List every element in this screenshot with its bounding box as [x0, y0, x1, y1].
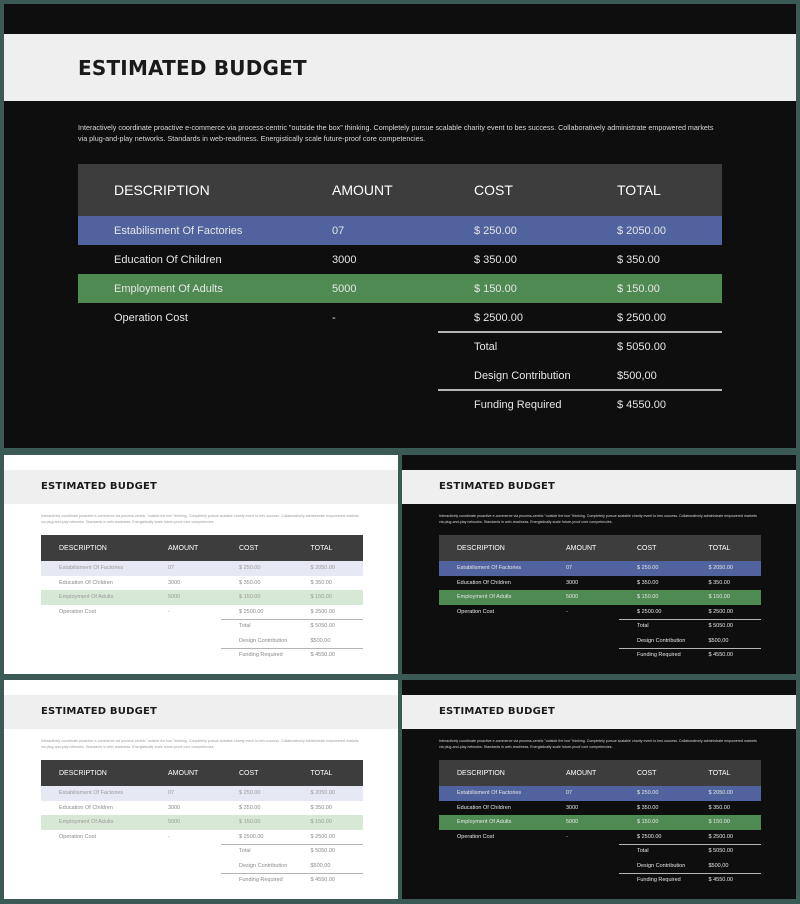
header-description: DESCRIPTION	[457, 544, 505, 552]
summary-value: $ 4550.00	[708, 877, 733, 884]
header-cost: COST	[239, 544, 259, 552]
summary-label: Funding Required	[474, 398, 562, 411]
summary-funding-required	[439, 648, 761, 663]
slide-thumb-2[interactable]	[402, 455, 796, 674]
table-row	[439, 801, 761, 816]
cell-amount: 07	[168, 790, 175, 797]
cell-total: $ 150.00	[708, 819, 730, 826]
table-row	[439, 605, 761, 620]
summary-value: $500,00	[310, 862, 331, 869]
header-description: DESCRIPTION	[114, 182, 210, 198]
summary-value: $ 5050.00	[310, 848, 335, 855]
cell-total: $ 2050.00	[617, 224, 666, 237]
cell-description: Employment Of Adults	[457, 594, 512, 601]
intro-paragraph: Interactively coordinate proactive e-commerce via process-centric "outside the box" thinking. Completely pursue scalable charity event to bes success. Collaboratively administrate empowered markets via plug-and-play networks. Standards in web-readiness. Energistically scale future-proof core competencies.	[439, 514, 757, 524]
table-header	[41, 760, 363, 786]
cell-total: $ 350.00	[708, 579, 730, 586]
header-amount: AMOUNT	[168, 769, 199, 777]
table-row	[78, 245, 722, 274]
intro-paragraph: Interactively coordinate proactive e-commerce via process-centric "outside the box" thinking. Completely pursue scalable charity event to bes success. Collaboratively administrate empowered markets via plug-and-play networks. Standards in web-readiness. Energistically scale future-proof core competencies.	[78, 123, 714, 144]
cell-amount: -	[168, 608, 170, 615]
summary-value: $ 5050.00	[617, 340, 666, 353]
header-description: DESCRIPTION	[59, 769, 107, 777]
header-description: DESCRIPTION	[59, 544, 107, 552]
header-total: TOTAL	[708, 544, 731, 552]
table-row	[41, 590, 363, 605]
cell-cost: $ 350.00	[637, 804, 659, 811]
table-row	[439, 830, 761, 845]
summary-value: $ 5050.00	[310, 623, 335, 630]
header-cost: COST	[239, 769, 259, 777]
budget-table	[41, 535, 363, 666]
summary-value: $ 4550.00	[310, 652, 335, 659]
slide-main[interactable]	[4, 4, 796, 448]
cell-cost: $ 350.00	[239, 579, 261, 586]
cell-amount: 3000	[566, 579, 579, 586]
slide-title: ESTIMATED BUDGET	[439, 481, 556, 492]
summary-total	[78, 332, 722, 361]
header-total: TOTAL	[310, 769, 333, 777]
table-row	[78, 216, 722, 245]
cell-description: Education Of Children	[59, 804, 113, 811]
cell-cost: $ 350.00	[637, 579, 659, 586]
slide-thumb-1[interactable]	[4, 455, 398, 674]
cell-amount: 5000	[566, 594, 579, 601]
cell-total: $ 2500.00	[708, 608, 733, 615]
table-row	[41, 830, 363, 845]
table-row	[439, 815, 761, 830]
divider	[619, 873, 761, 874]
cell-amount: 07	[168, 565, 175, 572]
header-amount: AMOUNT	[332, 182, 393, 198]
summary-label: Design Contribution	[239, 637, 288, 644]
cell-cost: $ 150.00	[474, 282, 517, 295]
table-row	[41, 561, 363, 576]
summary-value: $ 4550.00	[617, 398, 666, 411]
table-row	[439, 590, 761, 605]
cell-cost: $ 2500.00	[637, 833, 662, 840]
cell-total: $ 150.00	[708, 594, 730, 601]
slide-thumb-4[interactable]	[402, 680, 796, 899]
slide-title: ESTIMATED BUDGET	[41, 481, 158, 492]
cell-amount: 07	[332, 224, 345, 237]
summary-label: Total	[637, 623, 649, 630]
header-total: TOTAL	[708, 769, 731, 777]
summary-design-contribution	[41, 859, 363, 874]
cell-description: Estabilisment Of Factories	[457, 565, 522, 572]
summary-funding-required	[41, 873, 363, 888]
cell-description: Estabilisment Of Factories	[114, 224, 243, 237]
cell-cost: $ 2500.00	[474, 311, 523, 324]
table-row	[78, 274, 722, 303]
header-amount: AMOUNT	[168, 544, 199, 552]
cell-total: $ 350.00	[310, 579, 332, 586]
cell-amount: 3000	[332, 253, 357, 266]
table-header	[439, 760, 761, 786]
table-row	[78, 303, 722, 332]
cell-amount: 5000	[168, 819, 181, 826]
summary-total	[41, 844, 363, 859]
cell-cost: $ 150.00	[637, 594, 659, 601]
summary-design-contribution	[439, 634, 761, 649]
cell-description: Operation Cost	[59, 608, 96, 615]
summary-label: Total	[637, 848, 649, 855]
slide-title: ESTIMATED BUDGET	[41, 706, 158, 717]
divider	[619, 648, 761, 649]
cell-description: Education Of Children	[457, 579, 511, 586]
summary-value: $ 4550.00	[310, 877, 335, 884]
cell-amount: 3000	[168, 804, 181, 811]
cell-cost: $ 250.00	[637, 565, 659, 572]
cell-description: Employment Of Adults	[457, 819, 512, 826]
summary-funding-required	[439, 873, 761, 888]
divider	[221, 648, 363, 649]
table-header	[439, 535, 761, 561]
summary-label: Total	[239, 848, 251, 855]
table-row	[41, 576, 363, 591]
budget-table	[439, 535, 761, 666]
header-amount: AMOUNT	[566, 544, 597, 552]
summary-value: $ 5050.00	[708, 623, 733, 630]
summary-total	[439, 619, 761, 634]
table-row	[439, 786, 761, 801]
summary-value: $500,00	[310, 637, 331, 644]
summary-label: Design Contribution	[637, 862, 686, 869]
intro-paragraph: Interactively coordinate proactive e-commerce via process-centric "outside the box" thinking. Completely pursue scalable charity event to bes success. Collaboratively administrate empowered markets via plug-and-play networks. Standards in web-readiness. Energistically scale future-proof core competencies.	[41, 514, 359, 524]
cell-cost: $ 150.00	[239, 819, 261, 826]
slide-title: ESTIMATED BUDGET	[439, 706, 556, 717]
summary-label: Funding Required	[239, 652, 283, 659]
cell-total: $ 2050.00	[708, 565, 733, 572]
cell-amount: -	[168, 833, 170, 840]
summary-label: Funding Required	[637, 877, 681, 884]
table-header	[78, 164, 722, 216]
summary-label: Design Contribution	[239, 862, 288, 869]
header-total: TOTAL	[617, 182, 661, 198]
intro-paragraph: Interactively coordinate proactive e-commerce via process-centric "outside the box" thinking. Completely pursue scalable charity event to bes success. Collaboratively administrate empowered markets via plug-and-play networks. Standards in web-readiness. Energistically scale future-proof core competencies.	[41, 739, 359, 749]
summary-label: Total	[239, 623, 251, 630]
cell-description: Operation Cost	[114, 311, 188, 324]
cell-description: Employment Of Adults	[59, 594, 114, 601]
cell-cost: $ 250.00	[239, 565, 261, 572]
divider	[438, 389, 722, 391]
table-row	[439, 561, 761, 576]
table-row	[439, 576, 761, 591]
cell-total: $ 150.00	[310, 594, 332, 601]
cell-total: $ 350.00	[617, 253, 660, 266]
cell-cost: $ 2500.00	[239, 608, 264, 615]
summary-value: $500,00	[708, 637, 729, 644]
cell-cost: $ 250.00	[239, 790, 261, 797]
header-cost: COST	[637, 544, 657, 552]
cell-amount: 5000	[168, 594, 181, 601]
budget-table	[439, 760, 761, 891]
cell-total: $ 2050.00	[708, 790, 733, 797]
summary-value: $500,00	[708, 862, 729, 869]
summary-label: Total	[474, 340, 498, 353]
slide-thumb-3[interactable]	[4, 680, 398, 899]
summary-funding-required	[78, 390, 722, 419]
cell-total: $ 2500.00	[310, 608, 335, 615]
table-row	[41, 801, 363, 816]
summary-value: $ 4550.00	[708, 652, 733, 659]
cell-amount: 3000	[566, 804, 579, 811]
table-row	[41, 605, 363, 620]
table-row	[41, 786, 363, 801]
cell-cost: $ 2500.00	[239, 833, 264, 840]
cell-description: Operation Cost	[59, 833, 96, 840]
cell-total: $ 2500.00	[708, 833, 733, 840]
cell-total: $ 2050.00	[310, 790, 335, 797]
cell-total: $ 2500.00	[617, 311, 666, 324]
cell-amount: 5000	[332, 282, 357, 295]
cell-amount: 07	[566, 790, 573, 797]
cell-description: Education Of Children	[114, 253, 222, 266]
header-amount: AMOUNT	[566, 769, 597, 777]
cell-description: Estabilisment Of Factories	[457, 790, 522, 797]
summary-label: Funding Required	[239, 877, 283, 884]
table-header	[41, 535, 363, 561]
cell-cost: $ 350.00	[474, 253, 517, 266]
cell-amount: 07	[566, 565, 573, 572]
summary-total	[41, 619, 363, 634]
cell-amount: -	[332, 311, 336, 324]
budget-table	[41, 760, 363, 891]
header-cost: COST	[474, 182, 513, 198]
header-description: DESCRIPTION	[457, 769, 505, 777]
summary-label: Design Contribution	[637, 637, 686, 644]
summary-funding-required	[41, 648, 363, 663]
intro-paragraph: Interactively coordinate proactive e-commerce via process-centric "outside the box" thinking. Completely pursue scalable charity event to bes success. Collaboratively administrate empowered markets via plug-and-play networks. Standards in web-readiness. Energistically scale future-proof core competencies.	[439, 739, 757, 749]
cell-amount: -	[566, 833, 568, 840]
header-cost: COST	[637, 769, 657, 777]
cell-description: Operation Cost	[457, 833, 494, 840]
summary-design-contribution	[41, 634, 363, 649]
table-row	[41, 815, 363, 830]
cell-total: $ 2050.00	[310, 565, 335, 572]
cell-description: Estabilisment Of Factories	[59, 790, 124, 797]
slide-title: ESTIMATED BUDGET	[78, 56, 307, 80]
summary-value: $ 5050.00	[708, 848, 733, 855]
cell-description: Education Of Children	[59, 579, 113, 586]
cell-total: $ 350.00	[708, 804, 730, 811]
summary-design-contribution	[439, 859, 761, 874]
cell-amount: -	[566, 608, 568, 615]
header-total: TOTAL	[310, 544, 333, 552]
cell-total: $ 150.00	[617, 282, 660, 295]
cell-total: $ 150.00	[310, 819, 332, 826]
summary-value: $500,00	[617, 369, 657, 382]
cell-cost: $ 150.00	[239, 594, 261, 601]
cell-amount: 5000	[566, 819, 579, 826]
cell-description: Employment Of Adults	[114, 282, 223, 295]
summary-design-contribution	[78, 361, 722, 390]
summary-label: Funding Required	[637, 652, 681, 659]
cell-description: Estabilisment Of Factories	[59, 565, 124, 572]
divider	[221, 873, 363, 874]
budget-table	[78, 164, 722, 425]
cell-cost: $ 250.00	[474, 224, 517, 237]
cell-description: Education Of Children	[457, 804, 511, 811]
cell-cost: $ 350.00	[239, 804, 261, 811]
cell-cost: $ 250.00	[637, 790, 659, 797]
cell-cost: $ 150.00	[637, 819, 659, 826]
cell-description: Employment Of Adults	[59, 819, 114, 826]
cell-total: $ 2500.00	[310, 833, 335, 840]
cell-description: Operation Cost	[457, 608, 494, 615]
cell-total: $ 350.00	[310, 804, 332, 811]
cell-cost: $ 2500.00	[637, 608, 662, 615]
summary-total	[439, 844, 761, 859]
summary-label: Design Contribution	[474, 369, 571, 382]
cell-amount: 3000	[168, 579, 181, 586]
